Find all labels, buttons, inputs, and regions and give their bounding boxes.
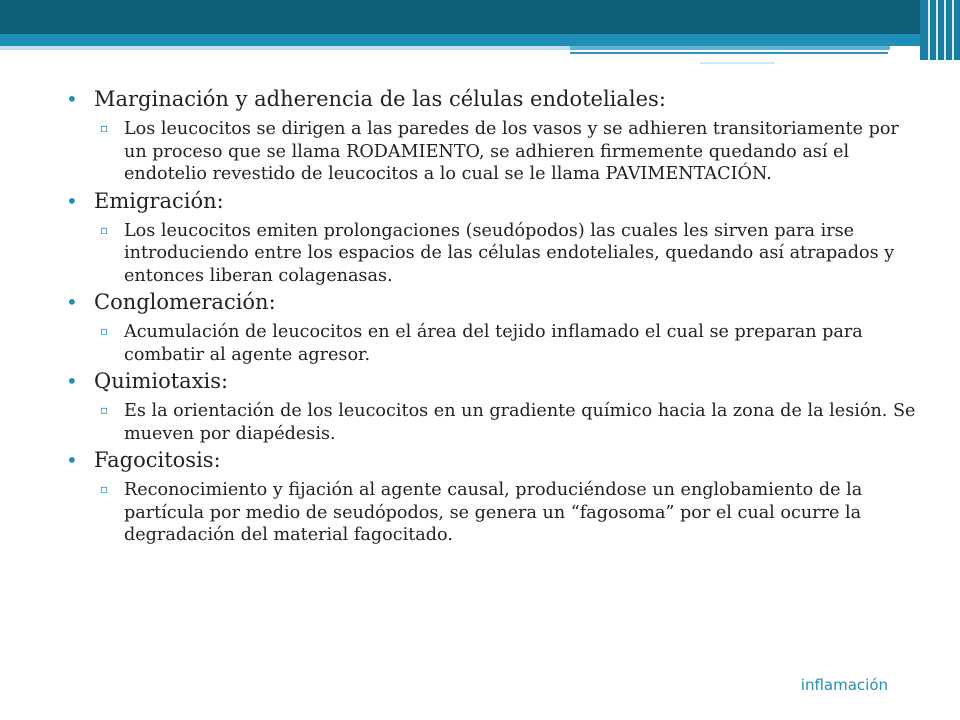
- sub-bullet: [66, 220, 916, 288]
- footer-label: inflamación: [800, 676, 888, 694]
- sub-bullet: [66, 118, 916, 186]
- heading-text: Marginación y adherencia de las células endoteliales:: [94, 87, 666, 111]
- bullet-dot-icon: •: [66, 290, 78, 314]
- bullet-dot-icon: •: [66, 369, 78, 393]
- slide-body: [66, 84, 916, 547]
- header-stripe: [936, 0, 938, 60]
- header-thin-line: [570, 52, 888, 54]
- square-bullet-icon: ▫: [100, 121, 109, 135]
- header-band: [0, 34, 920, 46]
- sub-bullet-text: Los leucocitos se dirigen a las paredes de los vasos y se adhieren transitoriamente por un proceso que se llama RODAMIENTO, se adhieren firmemente quedando así el endotelio revestido de leucocitos a lo cual se le llama PAVIMENTACIÓN.: [124, 119, 899, 184]
- square-bullet-icon: ▫: [100, 324, 109, 338]
- bullet-item: [66, 366, 916, 445]
- bullet-item: [66, 186, 916, 288]
- bullet-heading: [66, 366, 916, 396]
- heading-text: Quimiotaxis:: [94, 369, 229, 393]
- header-banner: [0, 0, 960, 34]
- bullet-heading: [66, 186, 916, 216]
- sub-bullet-text: Acumulación de leucocitos en el área del tejido inflamado el cual se preparan para combatir al agente agresor.: [124, 322, 863, 365]
- header-thin-line: [700, 62, 775, 64]
- bullet-item: [66, 84, 916, 186]
- header-corner-block: [920, 0, 960, 60]
- square-bullet-icon: ▫: [100, 403, 109, 417]
- bullet-item: [66, 287, 916, 366]
- bullet-dot-icon: •: [66, 188, 78, 213]
- header-stripe: [928, 0, 930, 60]
- header-stripe: [944, 0, 946, 60]
- bullet-heading: [66, 445, 916, 475]
- bullet-dot-icon: •: [66, 87, 78, 111]
- heading-text: Fagocitosis:: [94, 448, 221, 472]
- header-stripe: [952, 0, 954, 60]
- bullet-dot-icon: •: [66, 448, 78, 472]
- bullet-heading: [66, 287, 916, 317]
- sub-bullet-text: Los leucocitos emiten prolongaciones (seudópodos) las cuales les sirven para irse introduciendo entre los espacios de las células endoteliales, quedando así atrapados y entonces liberan colagenasas.: [124, 220, 895, 286]
- sub-bullet: [66, 400, 916, 445]
- bullet-heading: [66, 84, 916, 114]
- square-bullet-icon: ▫: [100, 222, 109, 237]
- heading-text: Conglomeración:: [94, 290, 276, 314]
- sub-bullet-text: Es la orientación de los leucocitos en un gradiente químico hacia la zona de la lesión. Se mueven por diapédesis.: [124, 401, 916, 444]
- sub-bullet-text: Reconocimiento y fijación al agente causal, produciéndose un englobamiento de la partícula por medio de seudópodos, se genera un “fagosoma” por el cual ocurre la degradación del material fagocitado.: [124, 480, 863, 545]
- sub-bullet: [66, 321, 916, 366]
- sub-bullet: [66, 479, 916, 547]
- square-bullet-icon: ▫: [100, 482, 109, 496]
- bullet-item: [66, 445, 916, 547]
- header-accent-line: [570, 46, 890, 50]
- header-accent-line: [0, 46, 570, 50]
- heading-text: Emigración:: [94, 188, 224, 213]
